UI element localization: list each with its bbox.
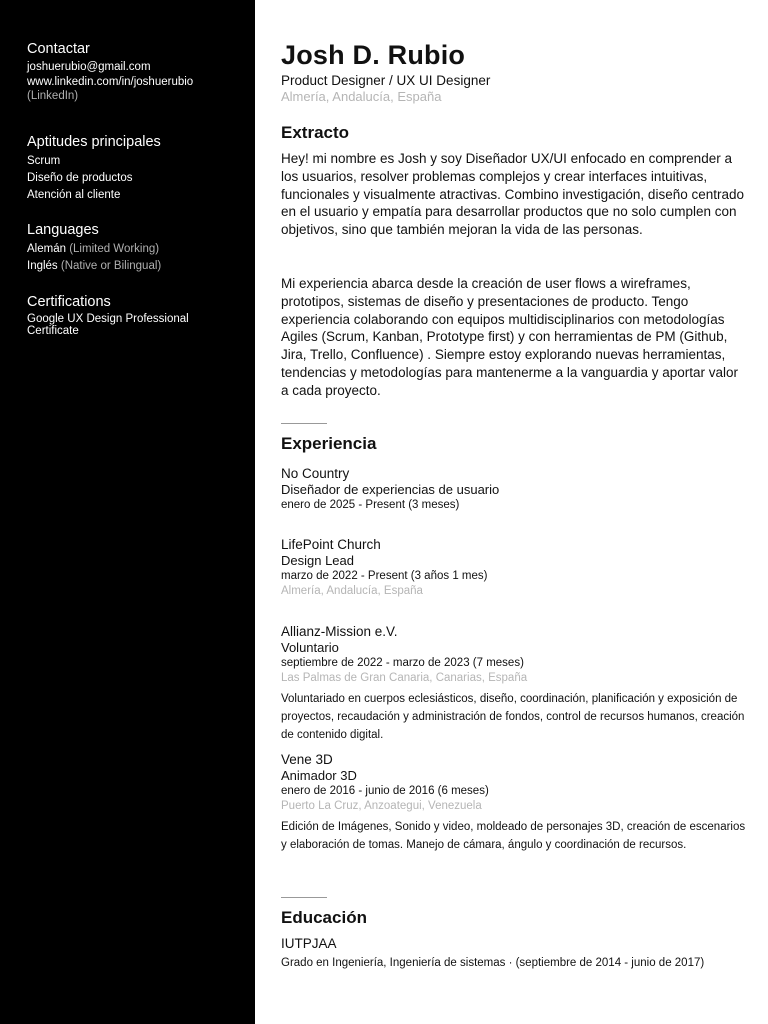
job-description: Voluntariado en cuerpos eclesiásticos, diseño, coordinación, planificación y exposición de proyectos, recaudación y administración de fondos, control de recursos humanos, creación de contenido digital. xyxy=(281,693,745,741)
languages-section xyxy=(27,221,247,275)
summary-paragraph: Mi experiencia abarca desde la creación de user flows a wireframes, prototipos, sistemas de diseño y presentaciones de producto. Tengo experiencia colaborando con equipos multidisciplinarios con metodologías Agiles (Scrum, Kanban, Prototype first) y con herramientas de PM (Github, Jira, Trello, Confluence) . Siempre estoy explorando nuevas herramientas, tendencias y metodologías para mantenerme a la vanguardia y aportar valor a cada proyecto. xyxy=(281,276,739,398)
skills-section xyxy=(27,133,247,204)
summary-title: Extracto xyxy=(281,123,350,142)
education-title: Educación xyxy=(281,908,367,927)
person-location: Almería, Andalucía, España xyxy=(281,89,442,104)
skill-item: Atención al cliente xyxy=(27,189,121,201)
person-name: Josh D. Rubio xyxy=(281,40,466,70)
language-level: (Native or Bilingual) xyxy=(60,260,162,272)
headline: Product Designer / UX UI Designer xyxy=(281,73,491,88)
contact-section xyxy=(27,40,247,104)
education-degree: Grado en Ingeniería, Ingeniería de sistemas · (septiembre de 2014 - junio de 2017) xyxy=(281,957,705,969)
certifications-section xyxy=(27,293,247,337)
job-location: Puerto La Cruz, Anzoategui, Venezuela xyxy=(281,800,482,812)
job-role: Voluntario xyxy=(281,640,339,655)
contact-title: Contactar xyxy=(27,41,90,57)
job-dates: septiembre de 2022 - marzo de 2023 (7 meses) xyxy=(281,657,524,669)
job-role: Diseñador de experiencias de usuario xyxy=(281,482,500,497)
job-entry xyxy=(281,466,747,513)
contact-email[interactable]: joshuerubio@gmail.com xyxy=(27,61,151,73)
job-company: Allianz-Mission e.V. xyxy=(281,624,398,639)
section-divider xyxy=(281,897,327,898)
language-name: Inglés xyxy=(27,260,58,272)
education-school: IUTPJAA xyxy=(281,936,337,951)
section-divider xyxy=(281,423,327,424)
skills-title: Aptitudes principales xyxy=(27,134,161,150)
job-location: Las Palmas de Gran Canaria, Canarias, España xyxy=(281,672,528,684)
job-role: Animador 3D xyxy=(281,768,357,783)
language-item xyxy=(27,258,247,275)
job-location: Almería, Andalucía, España xyxy=(281,585,423,597)
job-company: Vene 3D xyxy=(281,752,333,767)
language-name: Alemán xyxy=(27,243,66,255)
education-entry xyxy=(281,936,747,972)
job-dates: marzo de 2022 - Present (3 años 1 mes) xyxy=(281,570,488,582)
job-description: Edición de Imágenes, Sonido y video, moldeado de personajes 3D, creación de escenarios y elaboración de tomas. Manejo de cámara, ángulo y coordinación de recursos. xyxy=(281,821,746,851)
sidebar xyxy=(0,0,255,1024)
contact-linkedin-url[interactable]: www.linkedin.com/in/joshuerubio xyxy=(27,75,194,88)
skill-item: Diseño de productos xyxy=(27,172,133,184)
summary-paragraph: Hey! mi nombre es Josh y soy Diseñador UX/UI enfocado en comprender a los usuarios, resolver problemas complejos y crear interfaces intuitivas, funcionales y visualmente atractivas. Combino investigación, diseño centrado en el usuario y empatía para desarrollar productos que no solo cumplen con objetivos, sino que también mejoran la vida de las personas. xyxy=(281,151,745,238)
languages-title: Languages xyxy=(27,222,99,238)
language-item xyxy=(27,241,247,258)
skill-item: Scrum xyxy=(27,155,61,167)
job-entry xyxy=(281,624,747,744)
certification-line: Google UX Design Professional xyxy=(27,313,189,325)
job-dates: enero de 2025 - Present (3 meses) xyxy=(281,499,460,511)
job-dates: enero de 2016 - junio de 2016 (6 meses) xyxy=(281,785,489,797)
job-company: LifePoint Church xyxy=(281,537,381,552)
job-role: Design Lead xyxy=(281,553,354,568)
job-entry xyxy=(281,537,747,599)
experience-title: Experiencia xyxy=(281,434,377,453)
job-entry xyxy=(281,752,747,854)
contact-linkedin-label[interactable]: (LinkedIn) xyxy=(27,90,79,102)
certification-line: Certificate xyxy=(27,325,79,337)
language-level: (Limited Working) xyxy=(69,243,160,255)
job-company: No Country xyxy=(281,466,350,481)
certifications-title: Certifications xyxy=(27,294,111,310)
